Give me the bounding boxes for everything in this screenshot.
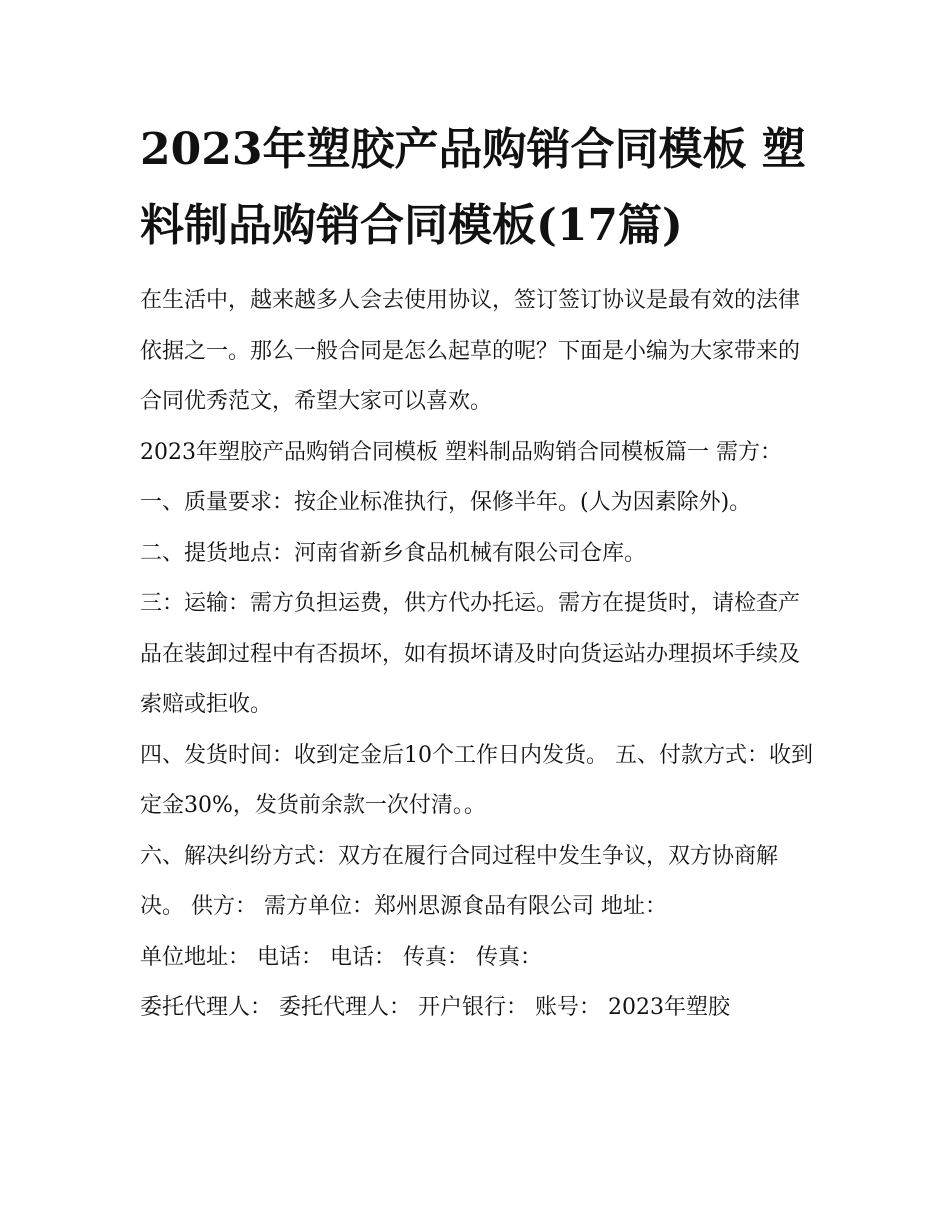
paragraph-transport: 三：运输：需方负担运费，供方代办托运。需方在提货时，请检查产品在装卸过程中有否损坏，如有损坏请及时向货运站办理损坏手续及索赔或拒收。 <box>140 591 801 717</box>
paragraph-section-1: 2023年塑胶产品购销合同模板 塑料制品购销合同模板篇一 需方： 一、质量要求：按企业标准执行，保修半年。(人为因素除外)。 <box>140 439 782 515</box>
paragraph-intro: 在生活中，越来越多人会去使用协议，签订签订协议是最有效的法律依据之一。那么一般合同是怎么起草的呢？下面是小编为大家带来的合同优秀范文，希望大家可以喜欢。 <box>140 288 801 414</box>
paragraph-dispute: 六、解决纠纷方式：双方在履行合同过程中发生争议，双方协商解决。 供方： 需方单位：郑州思源食品有限公司 地址： <box>140 843 779 919</box>
paragraph-agent: 委托代理人： 委托代理人： 开户银行： 账号： 2023年塑胶 <box>140 995 730 1020</box>
document-title: 2023年塑胶产品购销合同模板 塑料制品购销合同模板(17篇) <box>140 124 806 251</box>
paragraph-delivery-payment: 四、发货时间：收到定金后10个工作日内发货。 五、付款方式：收到定金30%，发货前余款一次付清。。 <box>140 742 813 818</box>
document-page <box>140 112 820 1034</box>
paragraph-pickup-location: 二、提货地点：河南省新乡食品机械有限公司仓库。 <box>140 540 647 566</box>
paragraph-contact: 单位地址： 电话： 电话： 传真： 传真： <box>140 944 542 970</box>
